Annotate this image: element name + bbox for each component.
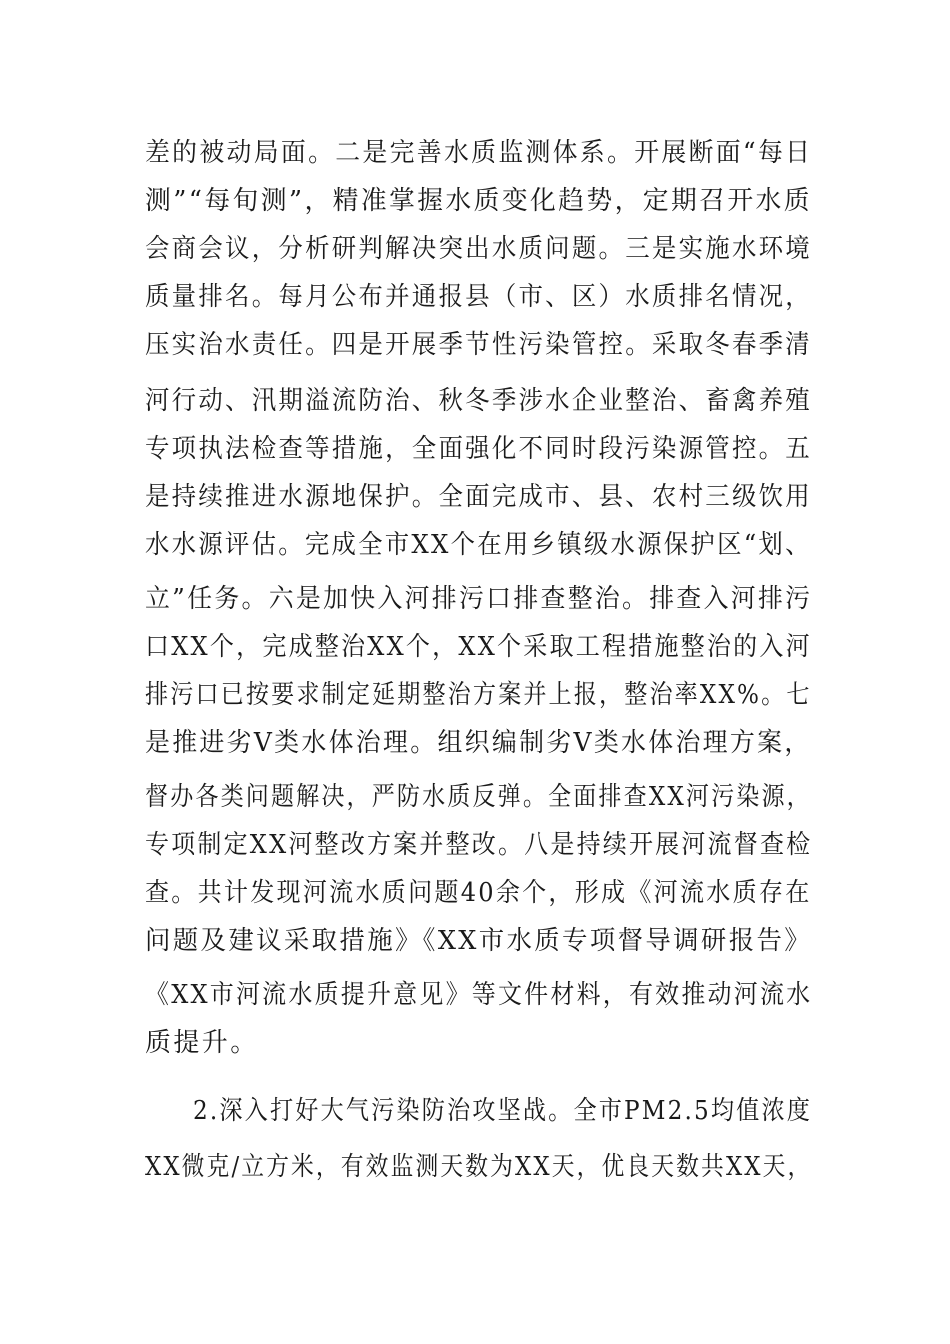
paragraph-line: 口XX个，完成整治XX个，XX个采取工程措施整治的入河 <box>145 632 812 662</box>
paragraph-line: 立”任务。六是加快入河排污口排查整治。排查入河排污 <box>145 584 813 614</box>
paragraph-line: 《XX市河流水质提升意见》等文件材料，有效推动河流水 <box>145 980 813 1010</box>
paragraph-line: 问题及建议采取措施》《XX市水质专项督导调研报告》 <box>145 926 813 956</box>
paragraph-line: 是推进劣Ⅴ类水体治理。组织编制劣Ⅴ类水体治理方案， <box>145 728 812 758</box>
paragraph-line: 差的被动局面。二是完善水质监测体系。开展断面“每日 <box>145 138 813 168</box>
paragraph-line: 质提升。 <box>145 1028 259 1058</box>
paragraph-line: 是持续推进水源地保护。全面完成市、县、农村三级饮用 <box>145 482 812 512</box>
paragraph-line: 会商会议，分析研判解决突出水质问题。三是实施水环境 <box>145 234 812 264</box>
paragraph-line: 排污口已按要求制定延期整治方案并上报，整治率XX%。七 <box>145 680 812 710</box>
paragraph-line: 压实治水责任。四是开展季节性污染管控。采取冬春季清 <box>145 330 812 360</box>
paragraph-line: 2.深入打好大气污染防治攻坚战。全市PM2.5均值浓度 <box>193 1096 813 1126</box>
paragraph-line: 督办各类问题解决，严防水质反弹。全面排查XX河污染源， <box>145 782 812 812</box>
paragraph-line: 测”“每旬测”，精准掌握水质变化趋势，定期召开水质 <box>145 186 812 216</box>
paragraph-line: 专项制定XX河整改方案并整改。八是持续开展河流督查检 <box>145 830 813 860</box>
paragraph-line: XX微克/立方米，有效监测天数为XX天，优良天数共XX天， <box>145 1152 813 1182</box>
paragraph-line: 河行动、汛期溢流防治、秋冬季涉水企业整治、畜禽养殖 <box>145 386 812 416</box>
paragraph-line: 查。共计发现河流水质问题40余个，形成《河流水质存在 <box>145 878 812 908</box>
paragraph-line: 质量排名。每月公布并通报县（市、区）水质排名情况， <box>145 282 812 312</box>
paragraph-line: 专项执法检查等措施，全面强化不同时段污染源管控。五 <box>145 434 812 464</box>
paragraph-line: 水水源评估。完成全市XX个在用乡镇级水源保护区“划、 <box>145 530 812 560</box>
